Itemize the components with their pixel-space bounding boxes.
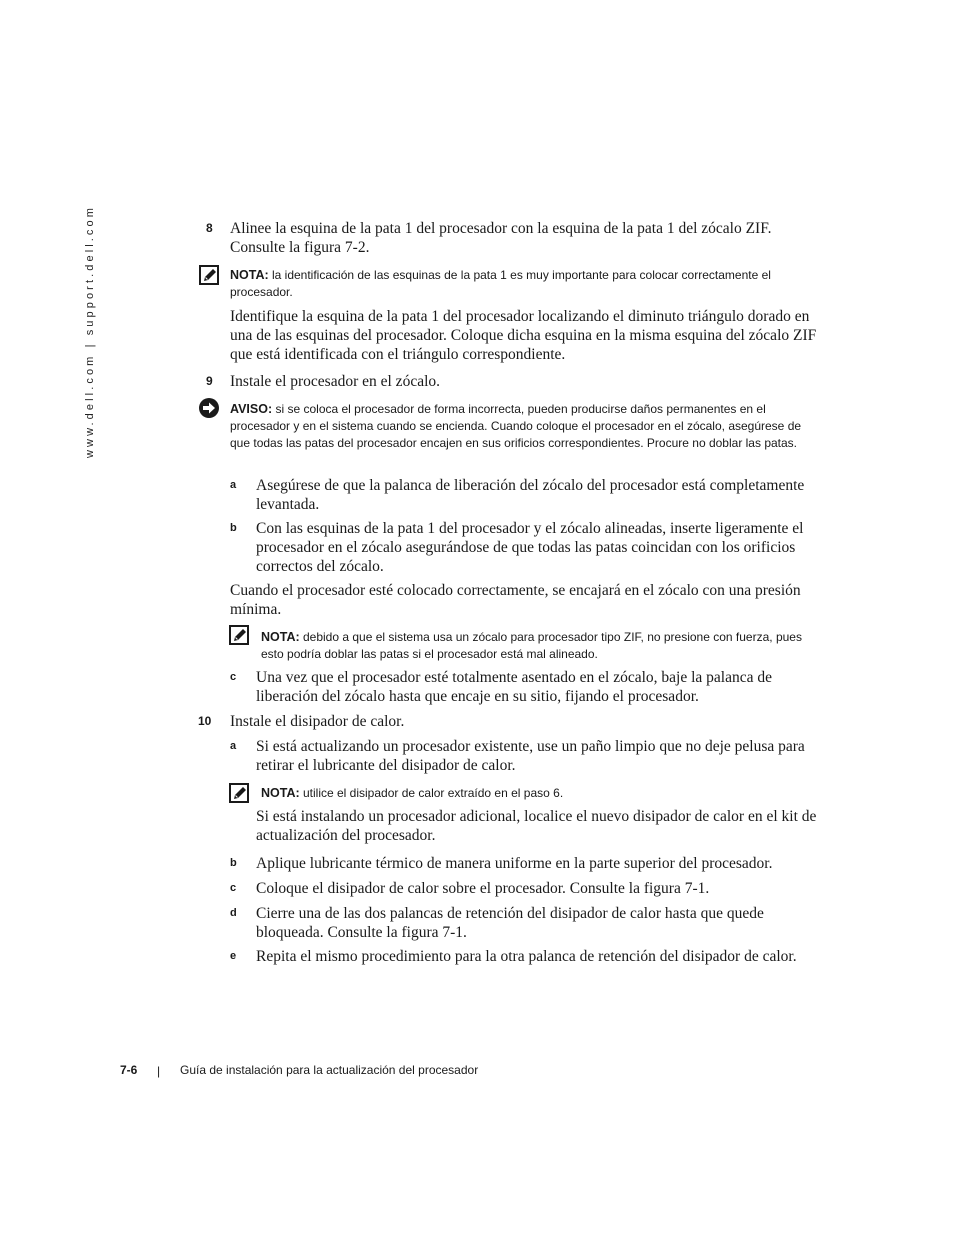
footer-separator: | — [157, 1064, 161, 1078]
substep-letter: b — [230, 857, 237, 869]
substep-text: Aplique lubricante térmico de manera uniforme en la parte superior del procesador. — [256, 855, 773, 872]
paragraph: Cuando el procesador esté colocado correctamente, se encajará en el zócalo con una presión mínima. — [230, 582, 801, 618]
paragraph: Identifique la esquina de la pata 1 del procesador localizando el diminuto triángulo dorado en una de las esquinas del procesador. Coloque dicha esquina en la misma esquina del zócalo ZIF que está identificada con el triángulo correspondiente. — [230, 308, 817, 363]
notice-lead: AVISO: — [230, 402, 273, 416]
substep-letter: e — [230, 950, 237, 962]
substep-text: Asegúrese de que la palanca de liberación del zócalo del procesador está completamente levantada. — [256, 477, 805, 513]
step-text: Alinee la esquina de la pata 1 del procesador con la esquina de la pata 1 del zócalo ZIF. Consulte la figura 7-2. — [230, 220, 772, 256]
substep-letter: d — [230, 907, 237, 919]
note — [261, 629, 816, 663]
footer-title: Guía de instalación para la actualización del procesador — [180, 1063, 479, 1077]
substep-text: Repita el mismo procedimiento para la otra palanca de retención del disipador de calor. — [256, 948, 797, 965]
substep-letter: b — [230, 522, 237, 534]
substep-letter: a — [230, 740, 237, 752]
notice-arrow-icon — [199, 398, 219, 418]
step-text: Instale el disipador de calor. — [230, 713, 405, 730]
note-text: la identificación de las esquinas de la pata 1 es muy importante para colocar correctamente el procesador. — [230, 268, 771, 299]
note-text: utilice el disipador de calor extraído en el paso 6. — [299, 786, 564, 800]
note-text: debido a que el sistema usa un zócalo para procesador tipo ZIF, no presione con fuerza, pues esto podría doblar las patas si el procesador está mal alineado. — [261, 630, 802, 661]
step-number: 9 — [206, 374, 213, 388]
note-lead: NOTA: — [261, 786, 300, 800]
note — [230, 267, 815, 301]
notice — [230, 401, 815, 452]
substep-text: Una vez que el procesador esté totalmente asentado en el zócalo, baje la palanca de liberación del zócalo hasta que encaje en su sitio, fijando el procesador. — [256, 669, 772, 705]
substep-text: Con las esquinas de la pata 1 del procesador y el zócalo alineadas, inserte ligeramente el procesador en el zócalo asegurándose de que todas las patas coincidan con los orificios correctos del zócalo. — [256, 520, 804, 575]
note-pencil-icon — [199, 265, 219, 285]
substep-text: Coloque el disipador de calor sobre el procesador. Consulte la figura 7-1. — [256, 880, 710, 897]
paragraph: Si está instalando un procesador adicional, localice el nuevo disipador de calor en el kit de actualización del procesador. — [256, 808, 817, 844]
step-text: Instale el procesador en el zócalo. — [230, 373, 441, 390]
note-lead: NOTA: — [230, 268, 269, 282]
notice-text: si se coloca el procesador de forma incorrecta, pueden producirse daños permanentes en el procesador y en el sistema cuando se encienda. Cuando coloque el procesador en el zócalo, asegúrese de que todas las patas del procesador encajen en sus orificios correspondientes. Procure no doblar las patas. — [230, 402, 802, 450]
side-url: www.dell.com | support.dell.com — [84, 204, 96, 458]
note-lead: NOTA: — [261, 630, 300, 644]
page-number: 7-6 — [120, 1063, 138, 1077]
step-number: 8 — [206, 221, 213, 235]
substep-letter: a — [230, 479, 237, 491]
note-pencil-icon — [229, 625, 249, 645]
substep-text: Si está actualizando un procesador existente, use un paño limpio que no deje pelusa para retirar el lubricante del disipador de calor. — [256, 738, 805, 774]
note — [261, 785, 816, 802]
substep-letter: c — [230, 671, 237, 683]
substep-text: Cierre una de las dos palancas de retención del disipador de calor hasta que quede bloqueada. Consulte la figura 7-1. — [256, 905, 764, 941]
note-pencil-icon — [229, 783, 249, 803]
step-number: 10 — [198, 714, 212, 728]
substep-letter: c — [230, 882, 237, 894]
